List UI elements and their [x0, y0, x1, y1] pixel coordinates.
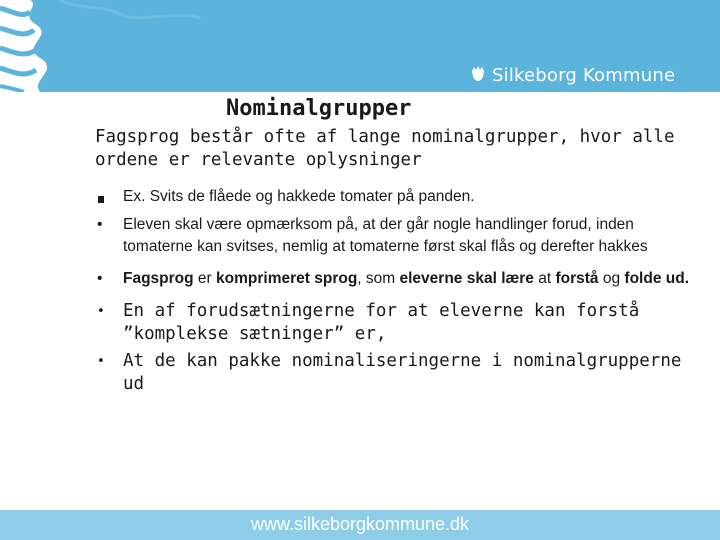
- text-run: at: [533, 270, 556, 287]
- bullet-marker: •: [97, 304, 105, 319]
- silkeborg-logo: [470, 62, 675, 88]
- text-run: og: [598, 270, 625, 287]
- bold-term: eleverne skal lære: [399, 270, 534, 287]
- bullet-item: [95, 186, 695, 208]
- bullet-text: En af forudsætningerne for at eleverne kan forstå ”komplekse sætninger” er,: [123, 301, 640, 344]
- bullet-item: [95, 214, 695, 258]
- logo-text: Silkeborg Kommune: [492, 64, 676, 86]
- footer-url: www.silkeborgkommune.dk: [250, 514, 470, 534]
- intro-text: Fagsprog består ofte af lange nominalgrupper, hvor alle ordene er relevante oplysninger: [95, 127, 675, 170]
- bullet-marker: •: [97, 216, 103, 233]
- bullet-item: [95, 268, 695, 290]
- bullet-text: Ex. Svits de flåede og hakkede tomater på panden.: [123, 188, 475, 205]
- bold-term: folde ud.: [624, 270, 689, 287]
- bullet-text: At de kan pakke nominaliseringerne i nominalgrupperne ud: [123, 351, 682, 394]
- bullet-item: [95, 300, 695, 346]
- footer-band: [0, 510, 720, 540]
- bullet-list: [95, 186, 695, 396]
- bold-term: forstå: [555, 270, 599, 287]
- text-run: er: [193, 270, 217, 287]
- crest-icon: [470, 65, 486, 85]
- bullet-marker: •: [97, 270, 103, 287]
- bullet-marker: •: [97, 354, 105, 369]
- text-run: , som: [357, 270, 400, 287]
- bold-term: komprimeret sprog: [216, 270, 358, 287]
- header-band: [0, 0, 720, 92]
- square-bullet-icon: [98, 196, 104, 203]
- bullet-text: Eleven skal være opmærksom på, at der går nogle handlinger forud, inden tomaterne kan svitses, nemlig at tomaterne først skal flås og derefter hakkes: [123, 216, 648, 255]
- bullet-item: [95, 350, 695, 396]
- slide-title: Nominalgrupper: [226, 96, 412, 121]
- bullet-text: [123, 270, 689, 287]
- bold-term: Fagsprog: [123, 270, 194, 287]
